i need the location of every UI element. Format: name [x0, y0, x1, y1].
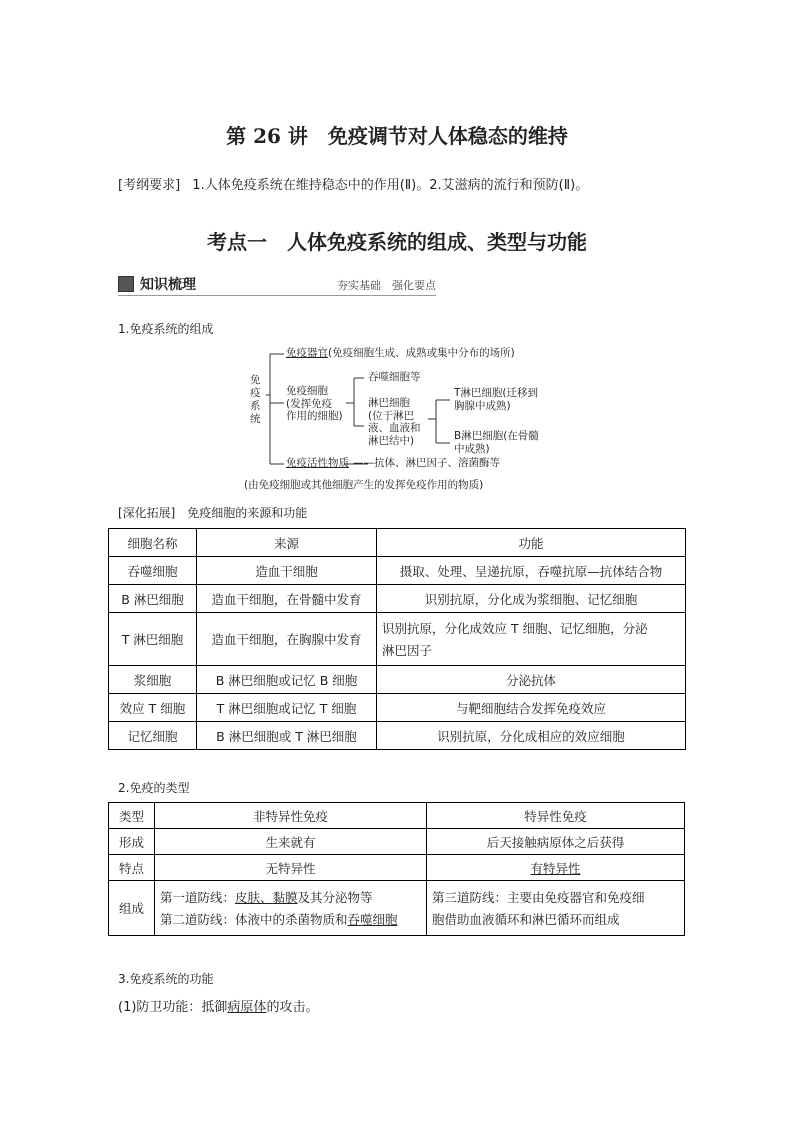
- table-cell: 摄取、处理、呈递抗原，吞噬抗原—抗体结合物: [377, 557, 686, 585]
- table-cell: 特点: [109, 855, 155, 881]
- requirement-tag: [考纲要求]: [118, 178, 181, 193]
- table-cell: 浆细胞: [109, 666, 197, 694]
- defense-function: [118, 996, 318, 1015]
- organ-desc: (免疫细胞生成、成熟或集中分布的场所): [328, 347, 515, 359]
- extension-text: 免疫细胞的来源和功能: [187, 506, 308, 520]
- diagram-root: [250, 374, 264, 426]
- text-span: 病原体: [227, 1000, 267, 1015]
- table-cell: 有特异性: [427, 855, 685, 881]
- active-label: 免疫活性物质: [286, 457, 349, 469]
- lymph-line: 液、血液和: [368, 422, 421, 435]
- text-span: 皮肤、黏膜: [235, 890, 298, 905]
- table-cell: 类型: [109, 803, 155, 829]
- table-row: [109, 694, 686, 722]
- table-row: [109, 881, 685, 936]
- table-cell: 无特异性: [155, 855, 427, 881]
- cell-line: 作用的细胞): [286, 410, 343, 423]
- table-cell: 识别抗原，分化成相应的效应细胞: [377, 722, 686, 750]
- table-cell: B 淋巴细胞或记忆 B 细胞: [197, 666, 377, 694]
- table-cell: T 淋巴细胞或记忆 T 细胞: [197, 694, 377, 722]
- text-span: 吞噬细胞: [347, 912, 398, 927]
- cell-line: (发挥免疫: [286, 397, 333, 410]
- section-3-heading: 3.免疫系统的功能: [118, 972, 214, 986]
- lymph-line: 淋巴细胞: [368, 397, 410, 409]
- table-cell: [377, 613, 686, 666]
- cell-node: [286, 385, 343, 423]
- table-cell: 识别抗原，分化成为浆细胞、记忆细胞: [377, 585, 686, 613]
- cell-line: [160, 888, 421, 906]
- table-cell: [427, 881, 685, 936]
- table-header-row: [109, 529, 686, 557]
- text-span: 的攻击。: [266, 1000, 319, 1015]
- t-cell-node: [454, 387, 538, 412]
- table-cell: B 淋巴细胞或 T 淋巴细胞: [197, 722, 377, 750]
- cell-line: 淋巴因子: [382, 643, 433, 658]
- cell-line: [160, 910, 421, 928]
- table-cell: 效应 T 细胞: [109, 694, 197, 722]
- lymph-line: (位于淋巴: [368, 409, 415, 422]
- t-line: T淋巴细胞(迁移到: [454, 387, 539, 399]
- page-title: 第 26 讲 免疫调节对人体稳态的维持: [226, 124, 568, 148]
- table-cell: 造血干细胞: [197, 557, 377, 585]
- header-cell: 细胞名称: [109, 529, 197, 557]
- table-row: [109, 557, 686, 585]
- root-char: 统: [250, 413, 261, 425]
- topic-heading: 考点一 人体免疫系统的组成、类型与功能: [207, 230, 587, 254]
- cell-line: 第三道防线：主要由免疫器官和免疫细: [432, 890, 645, 905]
- requirement-text: 1.人体免疫系统在维持稳态中的作用(Ⅱ)。2.艾滋病的流行和预防(Ⅱ)。: [192, 178, 589, 193]
- knowledge-bar-label: 知识梳理: [140, 277, 196, 293]
- table-cell: T 淋巴细胞: [109, 613, 197, 666]
- header-cell: 功能: [377, 529, 686, 557]
- text-span: 第二道防线：体液中的杀菌物质和: [160, 912, 348, 927]
- table-row: [109, 829, 685, 855]
- table-cell: 形成: [109, 829, 155, 855]
- table-cell: 组成: [109, 881, 155, 936]
- text-span: 及其分泌物等: [297, 890, 373, 905]
- table-cell: B 淋巴细胞: [109, 585, 197, 613]
- table-row: [109, 666, 686, 694]
- active-substance-node: [286, 457, 500, 470]
- organ-node: [286, 347, 515, 360]
- cell-source-table: [108, 528, 686, 750]
- diagram-footnote: (由免疫细胞或其他细胞产生的发挥免疫作用的物质): [244, 479, 484, 491]
- text-span: (1)防卫功能：抵御: [118, 1000, 228, 1015]
- t-line: 胸腺中成熟): [454, 399, 511, 412]
- root-char: 系: [250, 400, 261, 412]
- phagocyte-node: 吞噬细胞等: [368, 371, 421, 383]
- table-row: [109, 855, 685, 881]
- immunity-types-table: [108, 802, 685, 936]
- section-1-heading: 1.免疫系统的组成: [118, 322, 214, 336]
- table-row: [109, 803, 685, 829]
- active-desc: ——抗体、淋巴因子、溶菌酶等: [353, 457, 500, 469]
- table-cell: 造血干细胞，在胸腺中发育: [197, 613, 377, 666]
- immune-system-diagram: [240, 340, 560, 498]
- organ-label: 免疫器官: [286, 347, 328, 359]
- table-cell: 非特异性免疫: [155, 803, 427, 829]
- knowledge-bar: [118, 274, 436, 296]
- exam-requirement: [118, 174, 588, 193]
- table-cell: 生来就有: [155, 829, 427, 855]
- knowledge-bar-subtitle: 夯实基础 强化要点: [337, 279, 436, 292]
- divider: [118, 295, 436, 296]
- cell-line: 识别抗原，分化成效应 T 细胞、记忆细胞，分泌: [382, 621, 648, 636]
- b-cell-node: [454, 430, 539, 455]
- header-cell: 来源: [197, 529, 377, 557]
- lymphocyte-node: [368, 397, 421, 447]
- extension-tag: [深化拓展]: [118, 506, 176, 520]
- table-cell: 特异性免疫: [427, 803, 685, 829]
- root-char: 免: [250, 374, 261, 386]
- table-row: [109, 722, 686, 750]
- square-icon: [118, 276, 134, 292]
- table-cell: 吞噬细胞: [109, 557, 197, 585]
- extension-heading: [118, 504, 307, 521]
- lymph-line: 淋巴结中): [368, 434, 415, 447]
- root-char: 疫: [250, 387, 261, 399]
- table-cell: 与靶细胞结合发挥免疫效应: [377, 694, 686, 722]
- cell-line: 免疫细胞: [286, 385, 328, 397]
- table-cell: 分泌抗体: [377, 666, 686, 694]
- b-line: B淋巴细胞(在骨髓: [454, 430, 539, 442]
- table-row: [109, 585, 686, 613]
- table-cell: 后天接触病原体之后获得: [427, 829, 685, 855]
- cell-line: 胞借助血液循环和淋巴循环而组成: [432, 912, 620, 927]
- table-cell: 造血干细胞，在骨髓中发育: [197, 585, 377, 613]
- text-span: 第一道防线：: [160, 890, 236, 905]
- table-cell: [155, 881, 427, 936]
- b-line: 中成熟): [454, 442, 490, 455]
- section-2-heading: 2.免疫的类型: [118, 781, 190, 795]
- table-row: [109, 613, 686, 666]
- table-cell: 记忆细胞: [109, 722, 197, 750]
